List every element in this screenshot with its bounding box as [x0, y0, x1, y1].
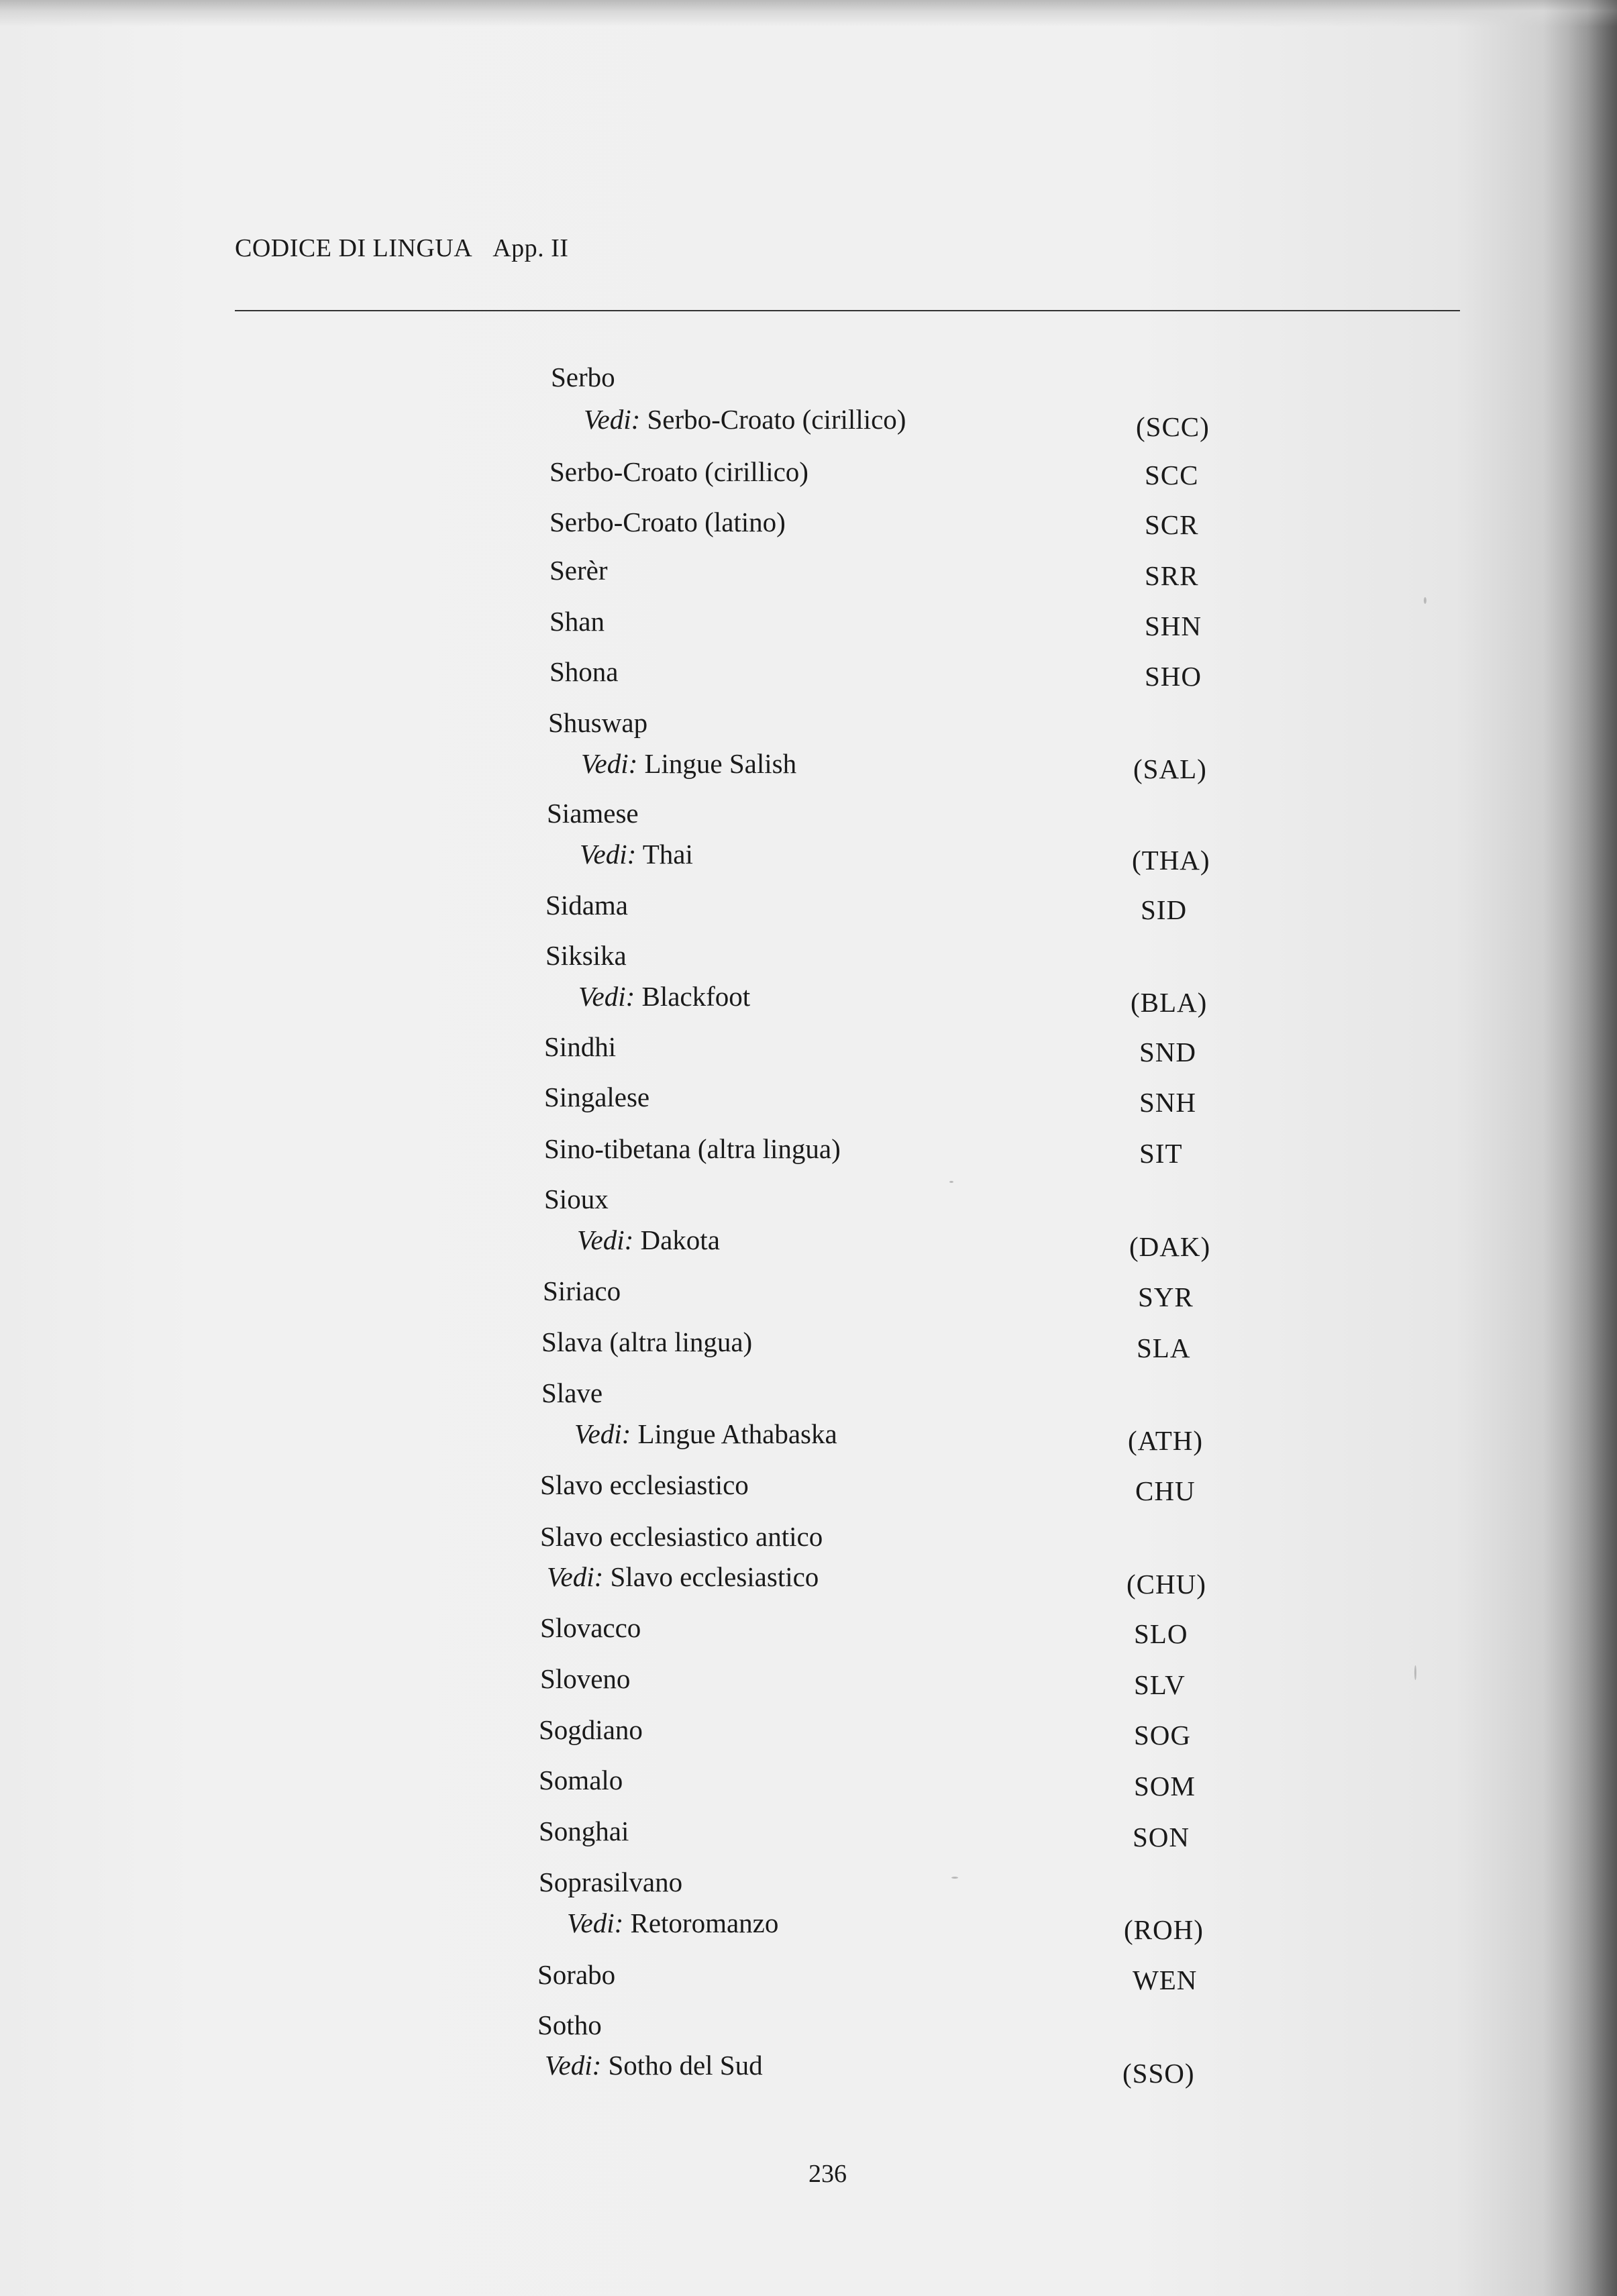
- entry-code: SOM: [1134, 1771, 1196, 1802]
- entry-name: Sotho: [537, 2010, 602, 2040]
- see-reference: [578, 983, 750, 1010]
- entry-name: Slava (altra lingua): [541, 1326, 753, 1357]
- see-reference: [547, 1563, 819, 1591]
- entry-code: (ATH): [1128, 1425, 1204, 1456]
- see-label: Vedi:: [567, 1908, 624, 1938]
- see-label: Vedi:: [584, 404, 641, 435]
- entry-name: Soprasilvano: [539, 1867, 683, 1897]
- see-reference: [567, 1910, 778, 1937]
- see-reference: [545, 2052, 763, 2079]
- see-target: Lingue Salish: [644, 748, 797, 779]
- entry-code: SND: [1139, 1037, 1197, 1067]
- see-target: Sotho del Sud: [608, 2050, 763, 2081]
- entry-name: Sogdiano: [539, 1714, 643, 1745]
- entry-name: Sloveno: [540, 1663, 631, 1694]
- entry-name: Shona: [550, 656, 619, 687]
- running-head-appendix: App. II: [492, 234, 569, 262]
- see-label: Vedi:: [581, 748, 638, 779]
- entry-code: (BLA): [1131, 987, 1208, 1018]
- entry-name: Songhai: [539, 1816, 629, 1846]
- entry-name: Slavo ecclesiastico antico: [540, 1521, 823, 1552]
- entry-name: Serèr: [550, 555, 608, 586]
- entry-name: Siamese: [547, 798, 639, 829]
- paper-speck: [949, 1181, 953, 1183]
- see-target: Serbo-Croato (cirillico): [647, 404, 906, 435]
- entry-code: SYR: [1138, 1282, 1194, 1312]
- entry-code: SCC: [1145, 460, 1199, 490]
- see-target: Blackfoot: [641, 981, 751, 1012]
- entry-name: Sidama: [545, 890, 628, 921]
- see-label: Vedi:: [574, 1418, 631, 1449]
- entry-code: (SSO): [1123, 2058, 1195, 2089]
- see-target: Slavo ecclesiastico: [610, 1561, 819, 1592]
- see-target: Dakota: [640, 1224, 720, 1255]
- entry-name: Shuswap: [548, 707, 648, 738]
- entry-code: SLA: [1137, 1333, 1191, 1363]
- entry-name: Siksika: [545, 940, 627, 971]
- entry-code: SID: [1141, 894, 1188, 925]
- running-head-title: CODICE DI LINGUA: [235, 234, 473, 262]
- entry-name: Sino-tibetana (altra lingua): [544, 1133, 841, 1164]
- entry-code: (ROH): [1124, 1914, 1204, 1945]
- see-label: Vedi:: [580, 839, 637, 870]
- entry-name: Sindhi: [544, 1031, 617, 1062]
- entry-code: (SAL): [1133, 753, 1207, 784]
- entry-code: SRR: [1145, 560, 1199, 591]
- see-reference: [584, 406, 906, 433]
- see-reference: [581, 750, 796, 778]
- entry-code: SHN: [1145, 611, 1202, 641]
- entry-code: (DAK): [1129, 1231, 1211, 1262]
- entry-name: Sioux: [544, 1184, 609, 1214]
- entry-code: SOG: [1134, 1720, 1192, 1751]
- see-reference: [574, 1420, 837, 1448]
- see-label: Vedi:: [577, 1224, 634, 1255]
- paper-speck: [951, 1877, 958, 1879]
- see-label: Vedi:: [547, 1561, 604, 1592]
- entry-code: SHO: [1145, 661, 1202, 692]
- entry-name: Serbo: [551, 362, 615, 393]
- entry-code: SLO: [1134, 1618, 1188, 1649]
- entry-name: Slovacco: [540, 1612, 641, 1643]
- entry-name: Shan: [550, 606, 605, 637]
- entry-name: Slave: [541, 1377, 603, 1408]
- entry-name: Somalo: [539, 1765, 623, 1795]
- see-label: Vedi:: [545, 2050, 602, 2081]
- entry-name: Serbo-Croato (cirillico): [550, 456, 808, 487]
- page-number: 236: [808, 2160, 847, 2188]
- paper-speck: [1424, 597, 1426, 604]
- see-reference: [577, 1224, 720, 1255]
- entry-name: Siriaco: [543, 1275, 621, 1306]
- see-target: Lingue Athabaska: [637, 1418, 837, 1449]
- entry-code: SCR: [1145, 509, 1199, 540]
- see-label: Vedi:: [578, 981, 635, 1012]
- entry-code: SNH: [1139, 1087, 1197, 1118]
- entry-code: (THA): [1132, 845, 1210, 876]
- entry-name: Slavo ecclesiastico: [540, 1469, 749, 1500]
- see-target: Retoromanzo: [630, 1908, 779, 1938]
- entry-name: Sorabo: [537, 1959, 616, 1990]
- see-target: Thai: [642, 839, 693, 870]
- entry-code: (CHU): [1127, 1569, 1206, 1600]
- entry-code: WEN: [1133, 1965, 1198, 1995]
- entry-code: SLV: [1134, 1669, 1186, 1700]
- entry-code: CHU: [1135, 1475, 1196, 1506]
- entry-name: Serbo-Croato (latino): [550, 507, 786, 537]
- paper-speck: [1414, 1665, 1416, 1680]
- entry-code: SON: [1133, 1822, 1190, 1853]
- entry-name: Singalese: [544, 1082, 650, 1112]
- entry-code: SIT: [1139, 1138, 1183, 1169]
- see-reference: [580, 841, 693, 868]
- entry-code: (SCC): [1136, 411, 1210, 442]
